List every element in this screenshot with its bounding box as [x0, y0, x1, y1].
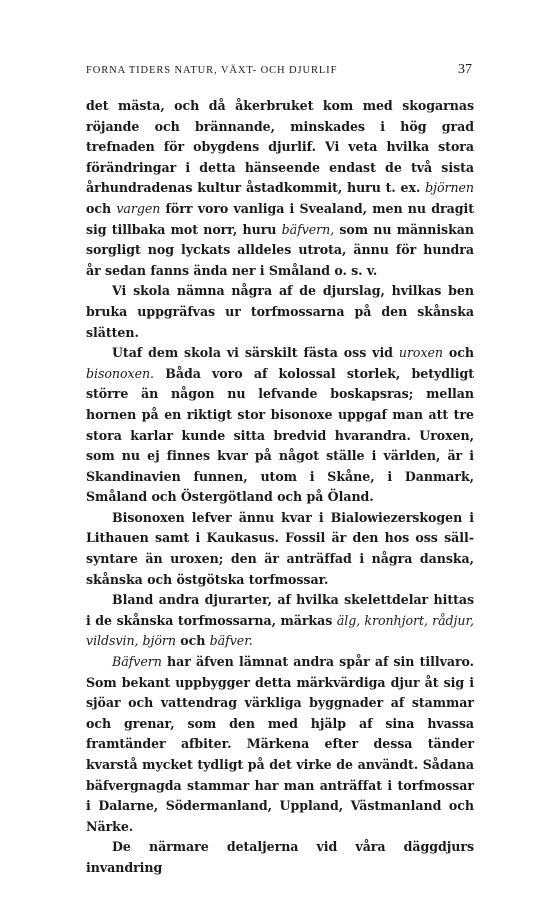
italic-term: Bäfvern	[112, 654, 162, 670]
italic-term: bäfver.	[209, 633, 253, 649]
text-run: De närmare detaljerna vid våra däggdjurs invandring	[86, 839, 474, 875]
text-run: har äfven lämnat andra spår af sin tillvaro. Som bekant uppbygger detta märkvärdiga djur åt sig i sjöar och vattendrag värkliga byggnader af stammar och grenar, som den med hjälp af sina hvassa framtänder afbiter. Märkena efter dessa tänder kvarstå mycket tydligt på det virke de användt. Sådana bäfvergnagda stammar har man anträffat i torfmossar i Dalarne, Södermanland, Uppland, Västmanland och Närke.	[86, 654, 474, 834]
paragraph-4	[86, 508, 474, 590]
italic-term: björnen	[425, 180, 474, 196]
paragraph-5	[86, 590, 474, 652]
paragraph-3	[86, 343, 474, 508]
paragraph-7	[86, 837, 474, 878]
text-run: Bisonoxen lefver ännu kvar i Bialowiezerskogen i Lithauen samt i Kaukasus. Fossil är den hos oss sällsyntare än uroxen; den är anträffad i några danska, skånska och östgötska torfmossar.	[86, 509, 474, 587]
italic-term: vargen	[116, 200, 161, 216]
text-run: och	[175, 633, 210, 649]
text-run: Bland andra djurarter, af hvilka skelettdelar hittas i de skånska torfmossarna, märkas	[86, 592, 474, 628]
paragraph-1	[86, 96, 474, 281]
italic-term: älg, kronhjort, rådjur, vildsvin, björn	[86, 612, 475, 649]
text-run: och	[86, 200, 117, 216]
page-number: 37	[458, 62, 472, 77]
italic-term: bisonoxen.	[86, 365, 154, 381]
text-run: Utaf dem skola vi särskilt fästa oss vid	[112, 345, 399, 361]
text-run: Vi skola nämna några af de djurslag, hvilkas ben bruka uppgräfvas ur torfmossarna på den skånska slätten.	[86, 283, 474, 340]
text-run: förr voro vanliga i Svealand, men nu dragit sig tillbaka mot norr, huru	[86, 200, 474, 237]
italic-term: bäfvern,	[281, 221, 335, 237]
running-title: FORNA TIDERS NATUR, VÄXT- OCH DJURLIF	[86, 65, 338, 76]
text-run: Båda voro af kolossal storlek, betydligt större än någon nu lefvande boskapsras; mellan hornen på en riktigt stor bisonoxe uppgaf man att tre stora karlar kunde sitta bredvid hvarandra. Uroxen, som nu ej finnes kvar på något ställe i världen, är i Skandinavien funnen, utom i Skåne, i Danmark, Småland och Östergötland och på Öland.	[86, 365, 474, 505]
body-text	[86, 96, 474, 879]
text-run: det mästa, och då åkerbruket kom med skogarnas röjande och brännande, minskades i hög grad trefnaden för obygdens djurlif. Vi veta hvilka stora förändringar i detta hänseende endast de två sista århundradenas kultur åstadkommit, huru t. ex.	[86, 98, 474, 196]
text-run: och	[442, 345, 474, 361]
text-run: som nu människan sorgligt nog lyckats alldeles utrota, ännu för hundra år sedan fanns ända ner i Småland o. s. v.	[86, 221, 474, 278]
paragraph-6	[86, 652, 474, 837]
paragraph-2	[86, 281, 474, 343]
running-head	[86, 62, 472, 78]
italic-term: uroxen	[398, 345, 443, 361]
